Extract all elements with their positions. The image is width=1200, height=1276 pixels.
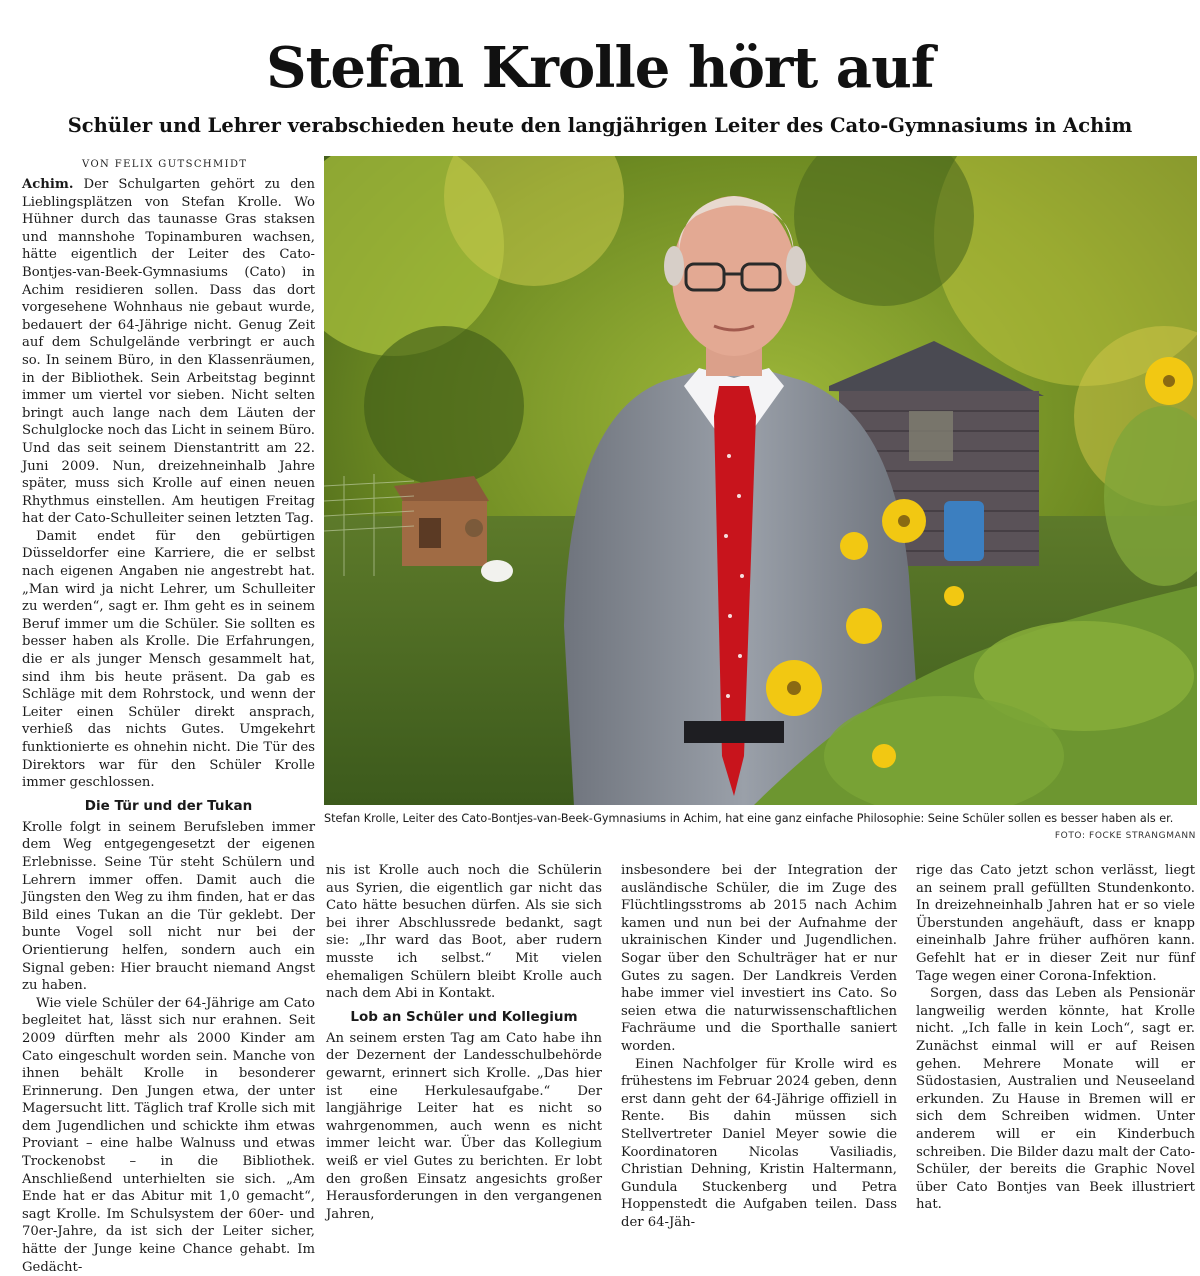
paragraph: Krolle folgt in seinem Berufsleben immer dem Weg entgegengesetzt der eigenen Erlebnisse. Seine Tür steht Schülern und Lehrern immer offen. Damit auch die Jüngsten den Weg zu ihm finden, hat er das Bild eines Tukan an die Tür geklebt. Der bunte Vogel soll nicht nur bei der Orientierung helfen, sondern auch ein Signal geben: Hier braucht niemand Angst zu haben. [22, 819, 315, 994]
section-heading: Die Tür und der Tukan [84, 797, 253, 814]
paragraph: insbesondere bei der Integration der ausländische Schüler, die im Zuge des Flüchtlingsstroms ab 2015 nach Achim kamen und nun bei der Aufnahme der ukrainischen Kinder und Jugendlichen. Sogar über den Schulträger hat er nur Gutes zu sagen. Der Landkreis Verden habe immer viel investiert ins Cato. So seien etwa die naturwissenschaftlichen Fachräume und die Sporthalle saniert worden. [621, 863, 897, 1054]
paragraph: An seinem ersten Tag am Cato habe ihn der Dezernent der Landesschulbehörde gewarnt, erinnert sich Krolle. „Das hier ist eine Herkulesaufgabe.“ Der langjährige Leiter hat es nicht so wahrgenommen, auch wenn es nicht immer leicht war. Über das Kollegium weiß er viel Gutes zu berichten. Er lobt den großen Einsatz angesichts großer Herausforderungen in den vergangenen Jahren, [326, 1030, 602, 1222]
chicken-coop [394, 476, 489, 566]
subheadline: Schüler und Lehrer verabschieden heute den langjährigen Leiter des Cato-Gymnasiums in Achim [67, 114, 1133, 137]
dateline: Achim. [22, 177, 74, 192]
photo-caption: Stefan Krolle, Leiter des Cato-Bontjes-van-Beek-Gymnasiums in Achim, hat eine ganz einfache Philosophie: Seine Schüler sollen es besser haben als er. [324, 812, 1174, 825]
article-column-4 [916, 862, 1195, 1214]
article-column-1 [22, 176, 315, 1276]
section-heading: Lob an Schüler und Kollegium [350, 1008, 578, 1025]
paragraph: nis ist Krolle auch noch die Schülerin aus Syrien, die eigentlich gar nicht das Cato hätte besuchen dürfen. Als sie sich bei ihrer Abschlussrede bedankt, sagt sie: „Ihr ward das Boot, aber rudern musste ich selbst.“ Mit vielen ehemaligen Schülern bleibt Krolle auch nach dem Abi in Kontakt. [326, 863, 602, 1002]
paragraph-intro: Der Schulgarten gehört zu den Lieblingsplätzen von Stefan Krolle. Wo Hühner durch das taunasse Gras staksen und mannshohe Topinamburen wachsen, hätte eigentlich der Leiter des Cato-Bontjes-van-Beek-Gymnasiums (Cato) in Achim residieren sollen. Dass das dort vorgesehene Wohnhaus nie gebaut wurde, bedauert der 64-Jährige nicht. Genug Zeit auf dem Schulgelände verbringt er auch so. In seinem Büro, in den Klassenräumen, in der Bibliothek. Sein Arbeitstag beginnt immer um viertel vor sieben. Nicht selten bringt auch lange nach dem Läuten der Schulglocke noch das Licht in seinem Büro. Und das seit seinem Dienstantritt am 22. Juni 2009. Nun, dreizehneinhalb Jahre später, muss sich Krolle auf einen neuen Rhythmus einstellen. Am heutigen Freitag hat der Cato-Schulleiter seinen letzten Tag. [22, 177, 315, 527]
article-column-2 [326, 862, 602, 1223]
headline: Stefan Krolle hört auf [266, 35, 934, 101]
paragraph: Einen Nachfolger für Krolle wird es frühestens im Februar 2024 geben, denn erst dann geht der 64-Jährige offiziell in Rente. Bis dahin müssen sich Stellvertreter Daniel Meyer sowie die Koordinatoren Nicolas Vasiliadis, Christian Dehning, Kristin Haltermann, Gundula Stuckenberg und Petra Hoppenstedt die Aufgaben teilen. Dass der 64-Jäh- [621, 1056, 897, 1230]
paragraph: Wie viele Schüler der 64-Jährige am Cato begleitet hat, lässt sich nur erahnen. Seit 2009 dürften mehr als 2000 Kinder am Cato eingeschult worden sein. Manche von ihnen behält Krolle in besonderer Erinnerung. Den Jungen etwa, der unter Magersucht litt. Täglich traf Krolle sich mit dem Jugendlichen und schickte ihm etwas Proviant – eine halbe Walnuss und etwas Trockenobst – in die Bibliothek. Anschließend unterhielten sie sich. „Am Ende hat er das Abitur mit 1,0 gemacht“, sagt Krolle. Im Schulsystem der 60er- und 70er-Jahre, da ist sich der Leiter sicher, hätte der Junge keine Chance gehabt. Im Gedächt- [22, 995, 315, 1275]
article-column-3 [621, 862, 897, 1231]
paragraph: Damit endet für den gebürtigen Düsseldorfer eine Karriere, die er selbst nach eigenen Angaben nie angestrebt hat. „Man wird ja nicht Lehrer, um Schulleiter zu werden“, sagt er. Ihm geht es in seinem Beruf immer um die Schüler. Sie sollten es besser haben als Krolle. Die Erfahrungen, die er als junger Mensch gesammelt hat, sind ihm bis heute präsent. Da gab es Schläge mit dem Rohrstock, und wenn der Leiter einen Schüler direkt ansprach, verhieß das nichts Gutes. Umgekehrt funktionierte es ohnehin nicht. Die Tür des Direktors war für den Schüler Krolle immer geschlossen. [22, 528, 315, 791]
article-photo [324, 156, 1197, 805]
paragraph: Sorgen, dass das Leben als Pensionär langweilig werden könnte, hat Krolle nicht. „Ich falle in kein Loch“, sagt er. Zunächst einmal will er auf Reisen gehen. Mehrere Monate will er Südostasien, Australien und Neuseeland erkunden. Zu Hause in Bremen will er sich dem Schreiben widmen. Unter anderem will er ein Kinderbuch schreiben. Die Bilder dazu malt der Cato-Schüler, der bereits die Graphic Novel über Cato Bontjes van Beek illustriert hat. [916, 986, 1195, 1213]
portrait-photo-illustration [324, 156, 1197, 805]
paragraph: rige das Cato jetzt schon verlässt, liegt an seinem prall gefüllten Stundenkonto. In dreizehneinhalb Jahren hat er so viele Überstunden angehäuft, dass er knapp eineinhalb Jahre früher aufhören kann. Gefehlt hat er in dieser Zeit nur fünf Tage wegen einer Corona-Infektion. [916, 863, 1195, 984]
photo-credit: FOTO: FOCKE STRANGMANN [1054, 831, 1196, 841]
byline: VON FELIX GUTSCHMIDT [82, 159, 248, 170]
